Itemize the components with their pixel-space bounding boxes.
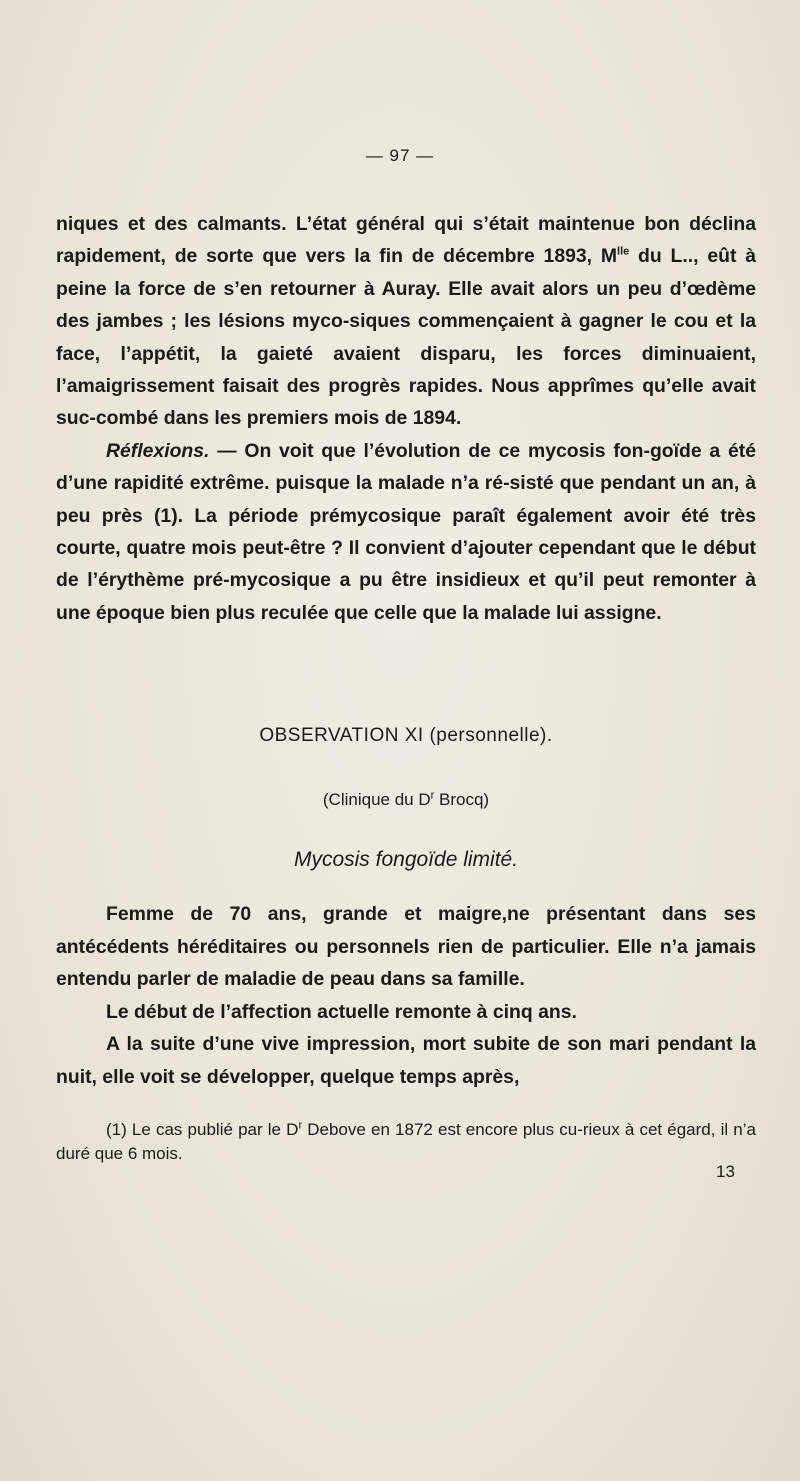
- mlle-superscript: lle: [617, 245, 630, 258]
- clinic-text-pre: (Clinique du D: [322, 790, 431, 809]
- reflexions-text: — On voit que l’évolution de ce mycosis fon-goïde a été d’une rapidité extrême. puisque la malade n’a ré-sisté que pendant un an, à peu près (1). La période prémycosique paraît également avoir été très courte, quatre mois peut-être ? Il convient d’ajouter cependant que le début de l’érythème pré-mycosique a pu être insidieux et qu’il peut remonter à une époque bien plus reculée que celle que la malade lui assigne.: [56, 439, 756, 624]
- footnote-superscript: r: [298, 1119, 303, 1132]
- clinic-superscript: r: [430, 789, 435, 802]
- observation-paragraph-1: Femme de 70 ans, grande et maigre,ne présentant dans ses antécédents héréditaires ou personnels rien de particulier. Elle n’a jamais entendu parler de maladie de peau dans sa famille.: [56, 903, 756, 991]
- paragraph-1: [56, 208, 756, 435]
- footnote-pre: (1) Le cas publié par le D: [106, 1120, 299, 1139]
- clinic-text-post: Brocq): [434, 790, 490, 809]
- observation-text: [56, 898, 756, 1094]
- main-text: [56, 208, 756, 629]
- footnote: [56, 1118, 756, 1166]
- observation-paragraph-2: Le début de l’affection actuelle remonte à cinq ans.: [106, 1000, 577, 1023]
- observation-title: OBSERVATION XI (personnelle).: [259, 725, 553, 746]
- signature-mark: 13: [716, 1162, 735, 1181]
- footnote-post: Debove en 1872 est encore plus cu-rieux à cet égard, il n’a duré que 6 mois.: [56, 1120, 756, 1163]
- reflexions-paragraph: [56, 435, 756, 629]
- paragraph-1-part-1: niques et des calmants. L’état général qui s’était maintenue bon déclina rapidement, de sorte que vers la fin de décembre 1893, M: [56, 213, 756, 268]
- observation-case-title: Mycosis fongoïde limité.: [293, 848, 519, 871]
- reflexions-label: Réflexions.: [106, 439, 210, 462]
- observation-paragraph-3: A la suite d’une vive impression, mort subite de son mari pendant la nuit, elle voit se développer, quelque temps après,: [56, 1033, 756, 1088]
- page-number: — 97 —: [365, 146, 435, 165]
- observation-clinic: [56, 790, 756, 810]
- paragraph-1-part-2: du L.., eût à peine la force de s’en retourner à Auray. Elle avait alors un peu d’œdème des jambes ; les lésions myco-siques commençaient à gagner le cou et la face, l’appétit, la gaieté avaient disparu, les forces diminuaient, l’amaigrissement faisait des progrès rapides. Nous apprîmes qu’elle avait suc-combé dans les premiers mois de 1894.: [56, 245, 756, 430]
